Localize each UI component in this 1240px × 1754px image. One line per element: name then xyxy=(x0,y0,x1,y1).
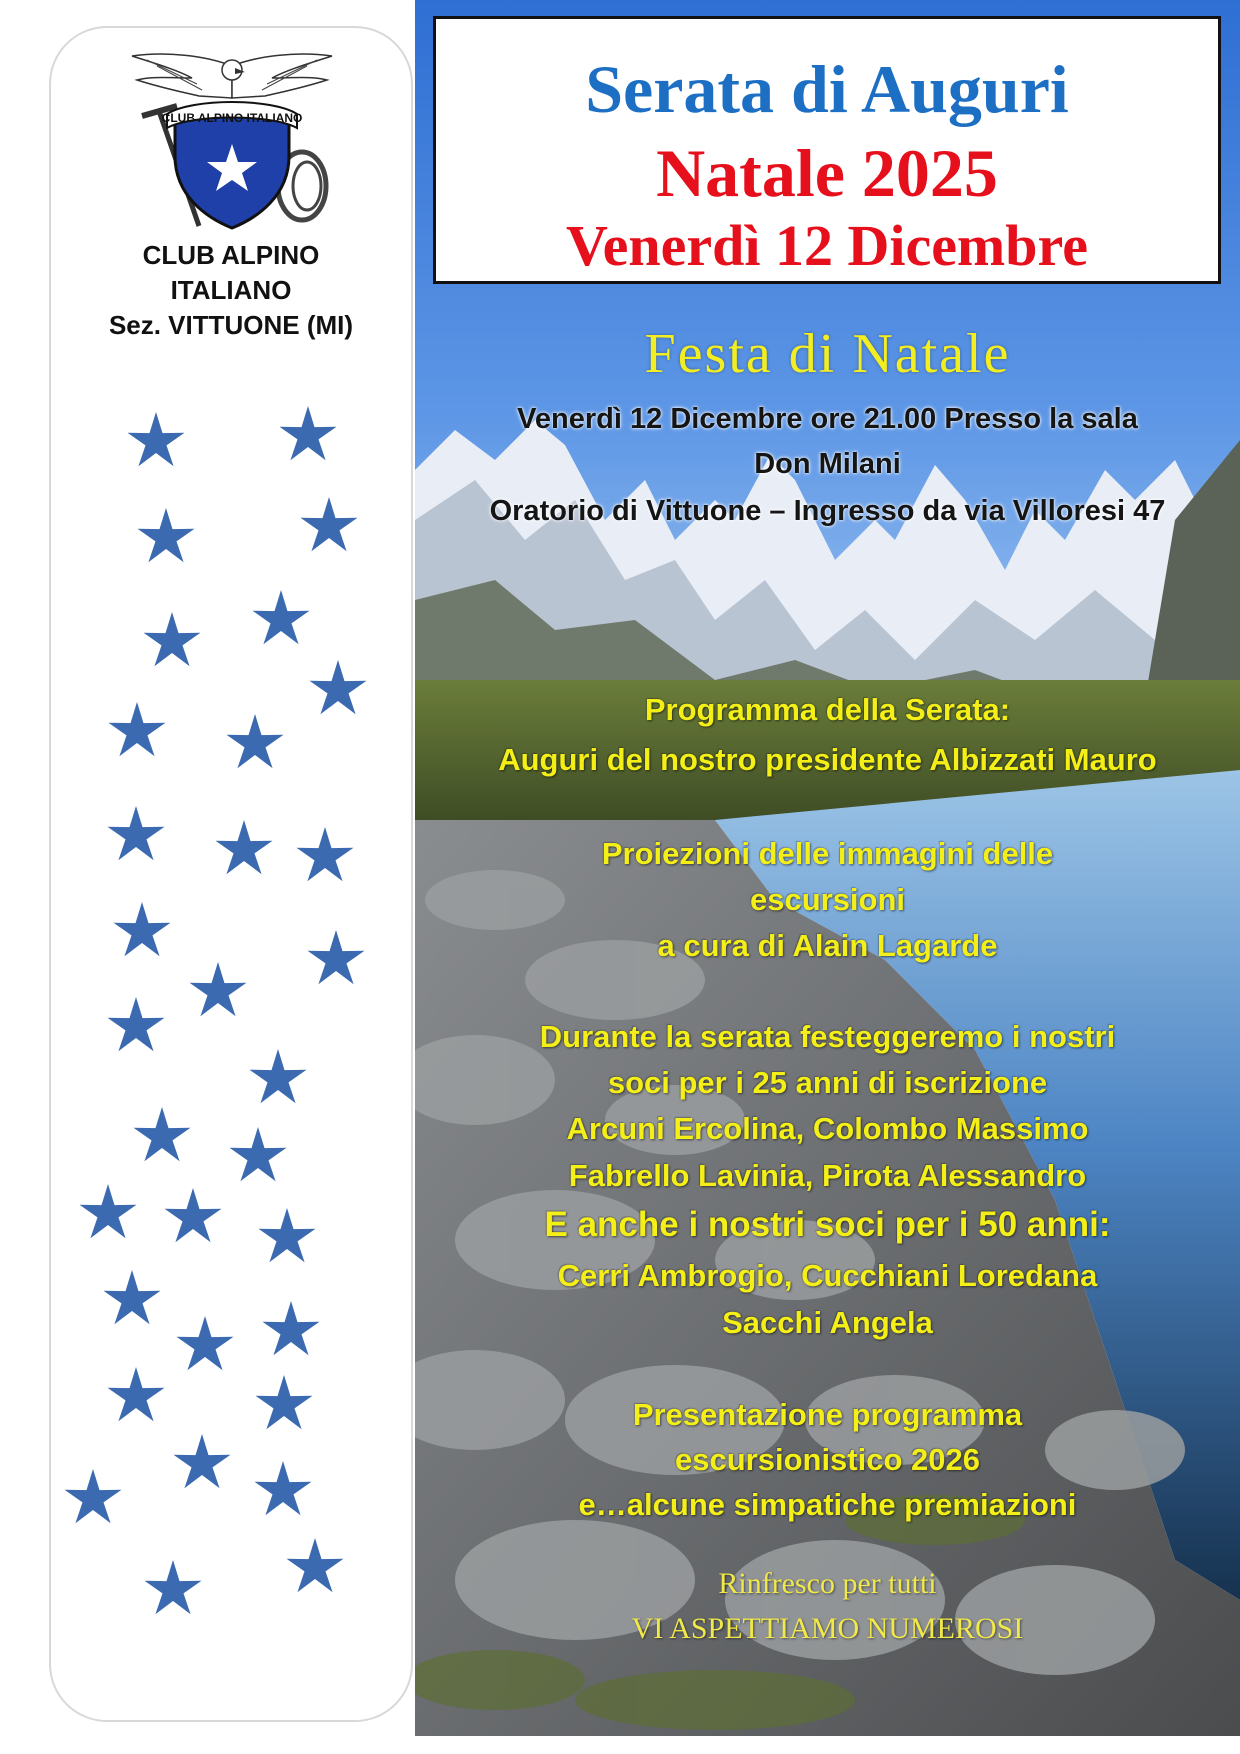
star-icon xyxy=(108,1367,165,1421)
program-anni50: E anche i nostri soci per i 50 anni: xyxy=(544,1205,1111,1244)
festa-title: Festa di Natale xyxy=(644,323,1011,385)
event-hall: Don Milani xyxy=(754,448,901,480)
star-icon xyxy=(259,1208,316,1262)
program-soci50-b: Sacchi Angela xyxy=(722,1305,933,1340)
star-icon xyxy=(104,1270,161,1324)
star-icon xyxy=(138,508,195,562)
star-icon xyxy=(65,1469,122,1523)
star-icon xyxy=(134,1107,191,1161)
star-icon xyxy=(250,1049,307,1103)
star-icon xyxy=(144,612,201,666)
logo-banner-text: CLUB ALPINO ITALIANO xyxy=(161,111,303,125)
star-icon xyxy=(263,1301,320,1355)
footer-rinfresco: Rinfresco per tutti xyxy=(718,1567,937,1600)
star-icon xyxy=(256,1375,313,1429)
star-icon xyxy=(177,1316,234,1370)
program-presentazione-2: escursionistico 2026 xyxy=(675,1442,980,1477)
program-durante-2: soci per i 25 anni di iscrizione xyxy=(607,1065,1048,1100)
star-icon xyxy=(253,590,310,644)
star-icon xyxy=(108,997,165,1051)
star-icon xyxy=(80,1184,137,1238)
program-presentazione-1: Presentazione programma xyxy=(632,1397,1023,1432)
star-icon xyxy=(255,1461,312,1515)
star-icon xyxy=(308,930,365,984)
star-icon xyxy=(310,660,367,714)
star-icon xyxy=(145,1560,202,1614)
program-auguri: Auguri del nostro presidente Albizzati Mauro xyxy=(498,742,1157,777)
program-proiezioni-3: a cura di Alain Lagarde xyxy=(657,928,998,963)
poster-panel xyxy=(415,0,1240,1736)
program-soci25-b: Fabrello Lavinia, Pirota Alessandro xyxy=(568,1158,1087,1193)
header-title: Serata di Auguri xyxy=(585,51,1069,127)
star-icon xyxy=(227,714,284,768)
program-presentazione-3: e…alcune simpatiche premiazioni xyxy=(578,1487,1077,1522)
star-icon xyxy=(301,497,358,551)
star-icon xyxy=(108,806,165,860)
program-durante-1: Durante la serata festeggeremo i nostri xyxy=(539,1019,1116,1054)
star-icon xyxy=(280,406,337,460)
header-subtitle: Natale 2025 xyxy=(656,135,998,211)
decorative-stars xyxy=(51,28,413,1722)
star-icon xyxy=(190,962,247,1016)
club-name-line3: Sez. VITTUONE (MI) xyxy=(108,310,354,340)
sidebar xyxy=(49,26,413,1722)
star-icon xyxy=(114,902,171,956)
program-soci50-a: Cerri Ambrogio, Cucchiani Loredana xyxy=(557,1258,1098,1293)
star-icon xyxy=(174,1434,231,1488)
star-icon xyxy=(216,820,273,874)
header-date: Venerdì 12 Dicembre xyxy=(566,213,1088,278)
star-icon xyxy=(128,412,185,466)
club-name-line1: CLUB ALPINO xyxy=(142,240,320,270)
header-box xyxy=(433,16,1221,284)
program-soci25-a: Arcuni Ercolina, Colombo Massimo xyxy=(566,1111,1089,1146)
star-icon xyxy=(109,702,166,756)
star-icon xyxy=(230,1127,287,1181)
event-time-place: Venerdì 12 Dicembre ore 21.00 Presso la sala xyxy=(517,403,1138,435)
star-icon xyxy=(297,827,354,881)
event-address: Oratorio di Vittuone – Ingresso da via Villoresi 47 xyxy=(489,495,1166,527)
program-proiezioni-2: escursioni xyxy=(749,882,906,917)
club-name-line2: ITALIANO xyxy=(170,275,292,305)
footer-aspettiamo: VI ASPETTIAMO NUMEROSI xyxy=(631,1612,1024,1645)
star-icon xyxy=(165,1188,222,1242)
star-icon xyxy=(287,1538,344,1592)
program-proiezioni-1: Proiezioni delle immagini delle xyxy=(601,836,1054,871)
program-title: Programma della Serata: xyxy=(644,692,1011,727)
